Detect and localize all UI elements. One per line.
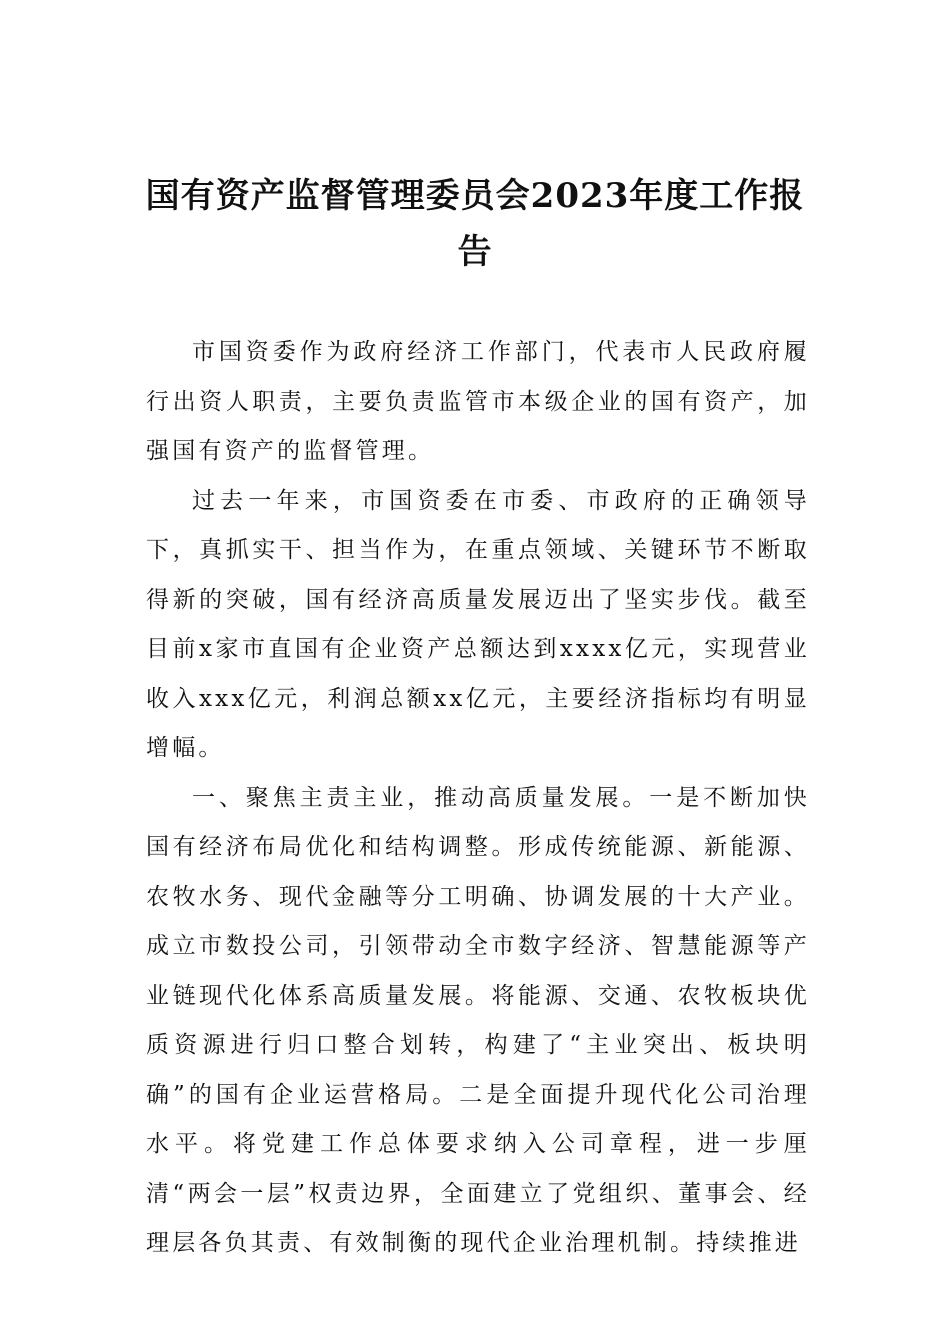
paragraph-intro: 市国资委作为政府经济工作部门，代表市人民政府履行出资人职责，主要负责监管市本级企业的国有资产，加强国有资产的监督管理。 [146,339,810,464]
document-title: 国有资产监督管理委员会2023年度工作报告 [145,176,805,272]
document-body [146,328,810,1269]
paragraph-section-one: 一、聚焦主责主业，推动高质量发展。一是不断加快国有经济布局优化和结构调整。形成传统能源、新能源、农牧水务、现代金融等分工明确、协调发展的十大产业。成立市数投公司，引领带动全市数字经济、智慧能源等产业链现代化体系高质量发展。将能源、交通、农牧板块优质资源进行归口整合划转，构建了“主业突出、板块明确”的国有企业运营格局。二是全面提升现代化公司治理水平。将党建工作总体要求纳入公司章程，进一步厘清“两会一层”权责边界，全面建立了党组织、董事会、经理层各负其责、有效制衡的现代企业治理机制。持续推进 [146,784,810,1256]
paragraph-overview: 过去一年来，市国资委在市委、市政府的正确领导下，真抓实干、担当作为，在重点领域、关键环节不断取得新的突破，国有经济高质量发展迈出了坚实步伐。截至目前x家市直国有企业资产总额达到xxxx亿元，实现营业收入xxx亿元，利润总额xx亿元，主要经济指标均有明显增幅。 [146,487,810,761]
